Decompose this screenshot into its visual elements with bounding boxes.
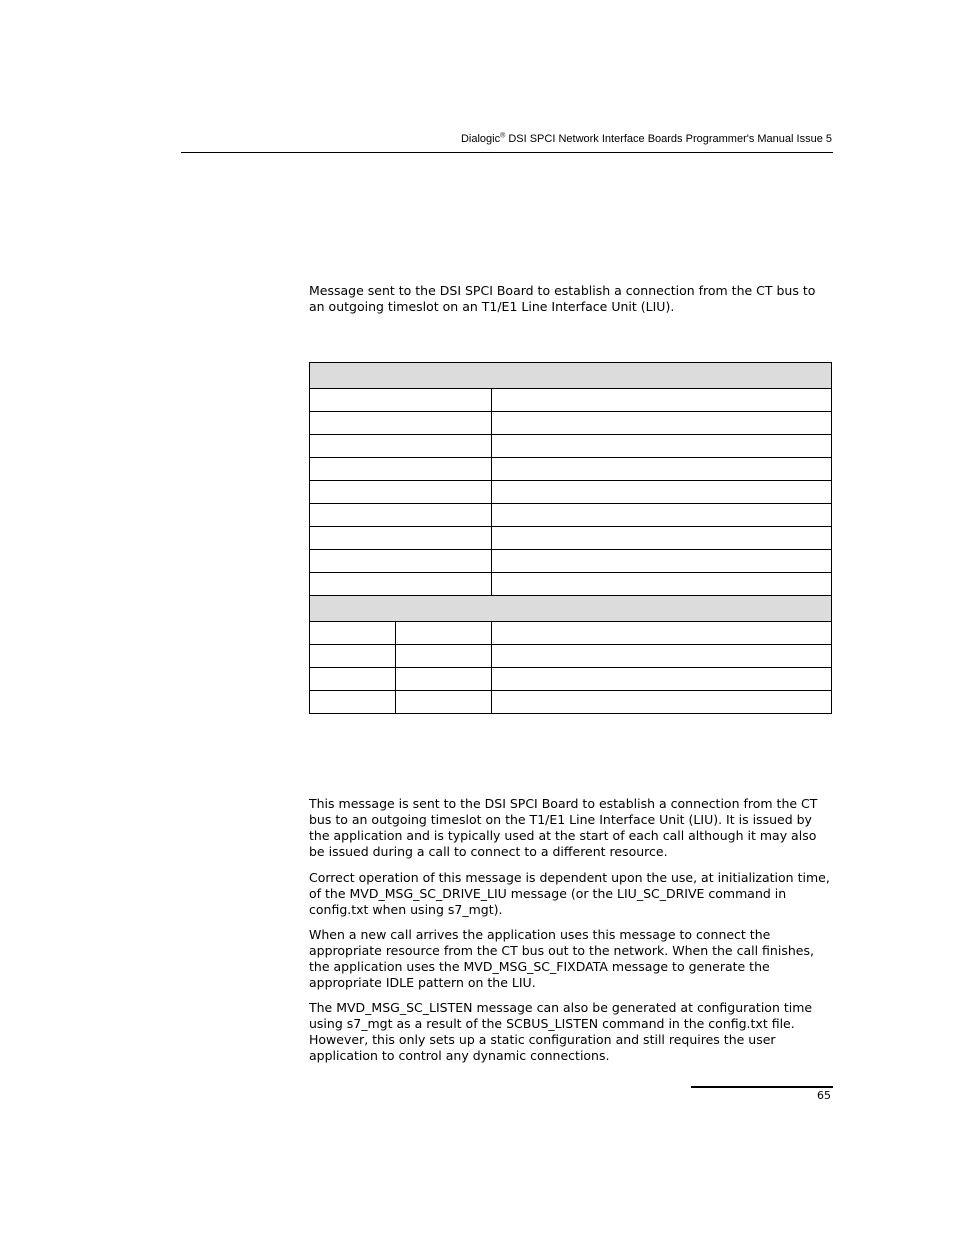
table-row [310, 504, 832, 527]
page-number: 65 [817, 1089, 831, 1102]
table-row [310, 435, 832, 458]
table-cell [310, 573, 492, 596]
page-header [461, 133, 832, 145]
table-row [310, 668, 832, 691]
table-cell [492, 527, 832, 550]
table-cell [310, 363, 832, 389]
intro-paragraph: Message sent to the DSI SPCI Board to establish a connection from the CT bus to an outgoing timeslot on an T1/E1 Line Interface Unit (LIU). [309, 283, 816, 314]
table-cell [492, 435, 832, 458]
table-cell [310, 504, 492, 527]
table-cell [492, 573, 832, 596]
table-row [310, 389, 832, 412]
table-cell [310, 435, 492, 458]
body-paragraph: This message is sent to the DSI SPCI Board to establish a connection from the CT bus to an outgoing timeslot on the T1/E1 Line Interface Unit (LIU). It is issued by the application and is typically used at the start of each call although it may also be issued during a call to connect to a different resource. [309, 796, 818, 859]
table-cell [492, 504, 832, 527]
registered-trademark: ® [500, 132, 506, 140]
table-section-header [310, 363, 832, 389]
table-row [310, 645, 832, 668]
message-format-table [309, 362, 832, 714]
table-cell [396, 645, 492, 668]
table-cell [396, 668, 492, 691]
table-cell [492, 458, 832, 481]
table-row [310, 412, 832, 435]
table-cell [492, 389, 832, 412]
table-cell [396, 691, 492, 714]
table-row [310, 458, 832, 481]
table-cell [492, 481, 832, 504]
table-cell [492, 550, 832, 573]
table-cell [310, 596, 832, 622]
body-paragraph: When a new call arrives the application uses this message to connect the appropriate resource from the CT bus out to the network. When the call finishes, the application uses the MVD_MSG_SC_FIXDATA message to generate the appropriate IDLE pattern on the LIU. [309, 927, 814, 990]
table-cell [396, 622, 492, 645]
table-cell [492, 412, 832, 435]
table-row [310, 691, 832, 714]
table-cell [310, 527, 492, 550]
table-row [310, 527, 832, 550]
table-row [310, 573, 832, 596]
table-cell [310, 389, 492, 412]
header-title-suffix: DSI SPCI Network Interface Boards Programmer's Manual Issue 5 [505, 133, 832, 145]
table-cell [310, 645, 396, 668]
body-paragraph: The MVD_MSG_SC_LISTEN message can also be generated at configuration time using s7_mgt as a result of the SCBUS_LISTEN command in the config.txt file. However, this only sets up a static configuration and still requires the user application to control any dynamic connections. [309, 1000, 813, 1063]
table-row [310, 481, 832, 504]
table-cell [310, 412, 492, 435]
table-cell [310, 458, 492, 481]
table-cell [492, 622, 832, 645]
table-cell [310, 622, 396, 645]
table-cell [492, 691, 832, 714]
header-title-prefix: Dialogic [460, 133, 501, 145]
table-row [310, 622, 832, 645]
table-cell [310, 550, 492, 573]
table-cell [310, 691, 396, 714]
table-row [310, 550, 832, 573]
table-cell [492, 668, 832, 691]
header-rule [181, 152, 833, 153]
table-cell [310, 481, 492, 504]
body-paragraph: Correct operation of this message is dependent upon the use, at initialization time, of the MVD_MSG_SC_DRIVE_LIU message (or the LIU_SC_DRIVE command in config.txt when using s7_mgt). [309, 870, 830, 917]
footer-rule [691, 1086, 833, 1088]
table-cell [310, 668, 396, 691]
table-cell [492, 645, 832, 668]
table-section-header [310, 596, 832, 622]
